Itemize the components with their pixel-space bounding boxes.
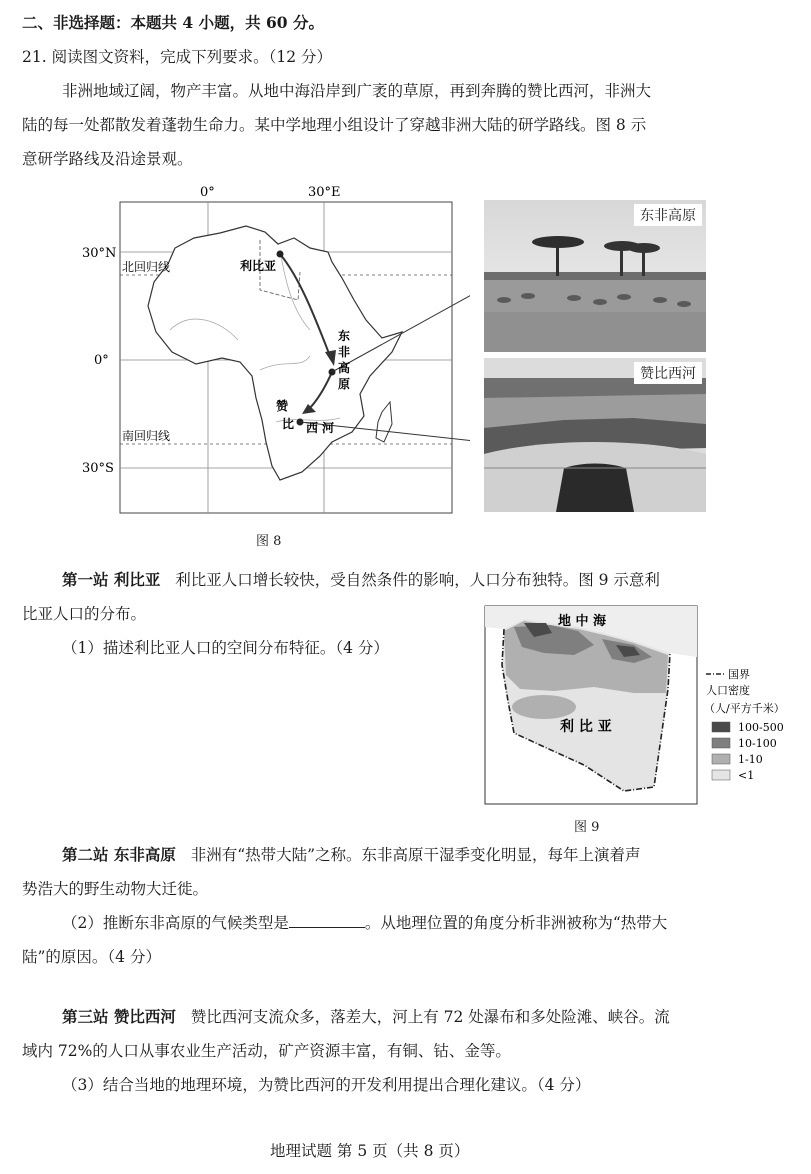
intro-line-1: 非洲地域辽阔，物产丰富。从地中海沿岸到广袤的草原，再到奔腾的赞比西河，非洲大: [62, 82, 652, 100]
q2-part-2: 。从地理位置的角度分析非洲被称为“热带大: [364, 914, 668, 932]
station2-line-1: [62, 838, 641, 872]
legend-label-10-100: 10-100: [738, 737, 777, 750]
mediterranean-label: 地 中 海: [558, 614, 607, 629]
libya-dot: [277, 251, 284, 258]
photo-label-east-african-plateau: 东非高原: [634, 204, 702, 226]
page-footer: 地理试题 第 5 页（共 8 页）: [270, 1142, 470, 1160]
question-3: （3）结合当地的地理环境，为赞比西河的开发利用提出合理化建议。（4 分）: [62, 1076, 591, 1094]
station1-line-2: 比亚人口的分布。: [22, 605, 147, 623]
legend-border-label: 国界: [728, 668, 750, 681]
photo-label-zambezi-river: 赞比西河: [634, 362, 702, 384]
legend-label-lt1: <1: [738, 769, 755, 782]
question-2-line-2: 陆”的原因。（4 分）: [22, 948, 161, 966]
east-africa-char-2: 非: [338, 345, 351, 359]
photo-zambezi-river: [484, 358, 706, 512]
east-africa-char-1: 东: [338, 329, 351, 343]
question-1: （1）描述利比亚人口的空间分布特征。（4 分）: [62, 639, 389, 657]
tropic-south-label: 南回归线: [122, 429, 171, 443]
station1-line-1: [62, 563, 660, 597]
photo-east-african-plateau: [484, 200, 706, 352]
legend-density-unit: （人/平方千米）: [704, 702, 785, 715]
lon-label-0: 0°: [200, 185, 215, 200]
intro-line-3: 意研学路线及沿途景观。: [22, 150, 193, 168]
libya-map-legend: [704, 664, 804, 786]
legend-swatch-1-10: [712, 754, 730, 764]
zambezi-char-1: 赞: [276, 399, 289, 413]
lat-label-0: 0°: [94, 353, 109, 368]
station1-text: 利比亚人口增长较快，受自然条件的影响，人口分布独特。图 9 示意利: [175, 571, 660, 589]
legend-swatch-100-500: [712, 722, 730, 732]
east-africa-char-3: 高: [338, 361, 351, 375]
station3-line-2: 域内 72%的人口从事农业生产活动，矿产资源丰富，有铜、钴、金等。: [22, 1042, 511, 1060]
libya-label: 利比亚: [240, 259, 277, 273]
africa-route-map: [70, 180, 470, 520]
libya-country-label: 利 比 亚: [560, 719, 612, 735]
station2-text: 非洲有“热带大陆”之称。东非高原干湿季变化明显，每年上演着声: [190, 846, 641, 864]
east-africa-char-4: 原: [338, 377, 351, 391]
station3-line-1: [62, 1000, 670, 1034]
lat-label-30s: 30°S: [82, 461, 114, 476]
intro-line-2: 陆的每一处都散发着蓬勃生命力。某中学地理小组设计了穿越非洲大陆的研学路线。图 8 示: [22, 116, 647, 134]
lon-label-30e: 30°E: [308, 185, 341, 200]
station3-title: 第三站 赞比西河: [62, 1007, 176, 1026]
zambezi-char-3: 西: [306, 421, 319, 435]
libya-population-map: [484, 605, 708, 807]
station2-line-2: 势浩大的野生动物大迁徙。: [22, 880, 209, 898]
legend-swatch-lt1: [712, 770, 730, 780]
zambezi-char-2: 比: [282, 417, 295, 431]
q2-part-1: （2）推断东非高原的气候类型是: [62, 914, 289, 932]
fig9-caption: 图 9: [574, 820, 600, 835]
legend-label-1-10: 1-10: [738, 753, 763, 766]
legend-swatch-10-100: [712, 738, 730, 748]
zambezi-char-4: 河: [322, 421, 335, 435]
station3-text: 赞比西河支流众多，落差大，河上有 72 处瀑布和多处险滩、峡谷。流: [190, 1008, 670, 1026]
question-2: [62, 906, 667, 940]
station2-title: 第二站 东非高原: [62, 845, 176, 864]
fig8-caption: 图 8: [256, 534, 282, 549]
lat-label-30n: 30°N: [82, 246, 117, 261]
tropic-north-label: 北回归线: [122, 260, 171, 274]
section-header: 二、非选择题：本题共 4 小题，共 60 分。: [22, 13, 324, 32]
legend-density-title: 人口密度: [706, 684, 750, 697]
question-title: 21. 阅读图文资料，完成下列要求。（12 分）: [22, 48, 332, 66]
station1-title: 第一站 利比亚: [62, 570, 161, 589]
q2-answer-blank[interactable]: [289, 911, 365, 928]
legend-label-100-500: 100-500: [738, 721, 784, 734]
